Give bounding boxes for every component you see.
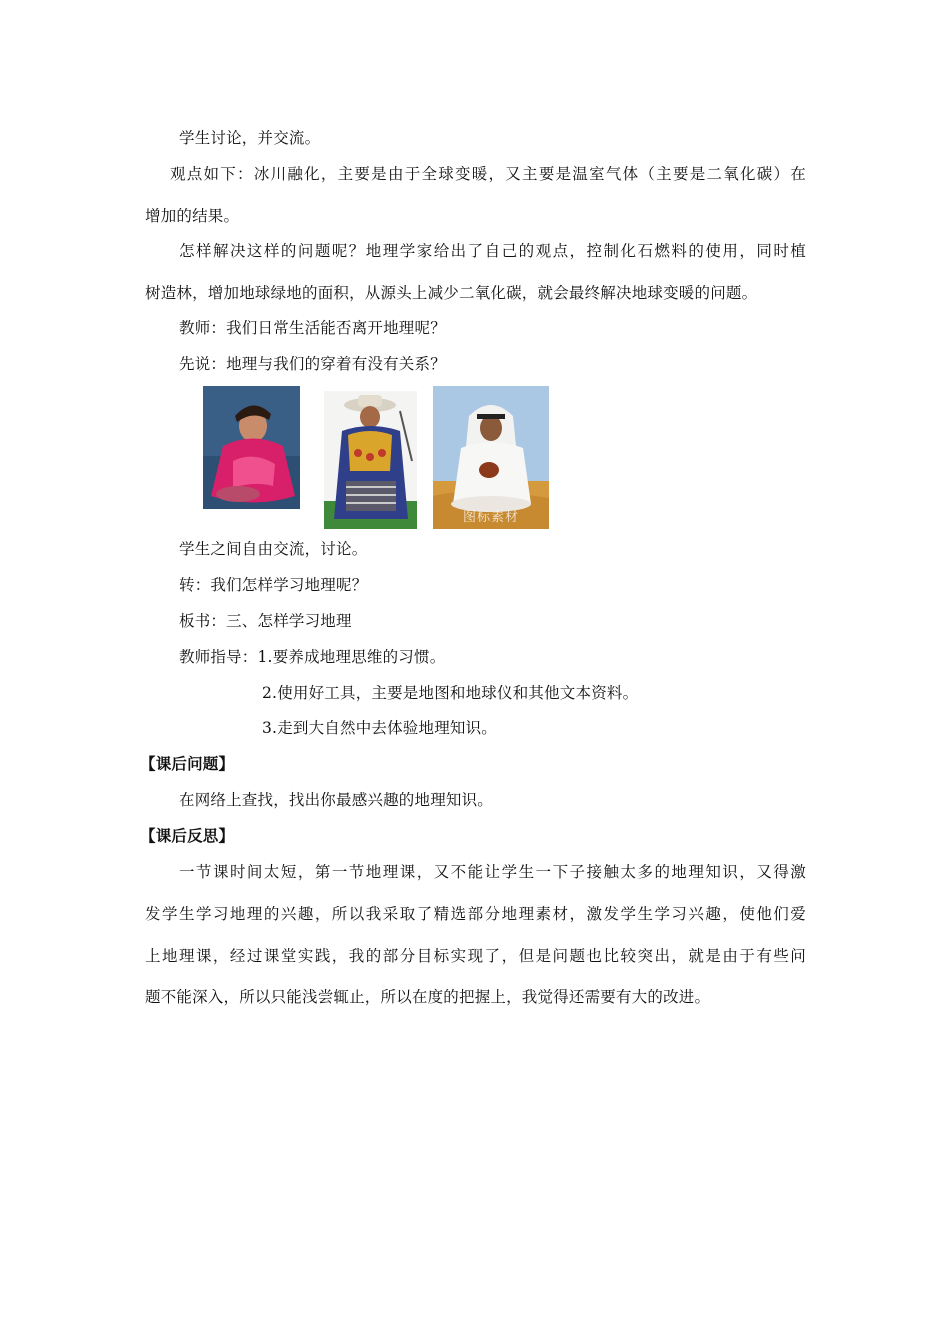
arab-man-desert-photo xyxy=(433,386,549,529)
reflection-line-2: 发学生学习地理的兴趣，所以我采取了精选部分地理素材，激发学生学习兴趣，使他们爱 xyxy=(145,905,806,923)
heading-after-class: 【课后问题】 xyxy=(140,754,235,773)
paragraph-clothing-question: 先说：地理与我们的穿着有没有关系？ xyxy=(179,355,446,373)
reflection-line-4: 题不能深入，所以只能浅尝辄止，所以在度的把握上，我觉得还需要有大的改进。 xyxy=(145,988,711,1006)
guide-item-3: 3.走到大自然中去体验地理知识。 xyxy=(262,719,497,737)
paragraph-after-class: 在网络上查找，找出你最感兴趣的地理知识。 xyxy=(179,791,494,809)
paragraph-teacher-question: 教师：我们日常生活能否离开地理呢？ xyxy=(179,319,446,337)
paragraph-viewpoint-line1: 观点如下：冰川融化，主要是由于全球变暖，又主要是温室气体（主要是二氧化碳）在 xyxy=(170,165,806,183)
tibetan-man-costume-photo xyxy=(324,391,417,529)
guide-item-2: 2.使用好工具，主要是地图和地球仪和其他文本资料。 xyxy=(262,684,639,702)
paragraph-board-writing: 板书：三、怎样学习地理 xyxy=(179,612,352,630)
reflection-line-3: 上地理课，经过课堂实践，我的部分目标实现了，但是问题也比较突出，就是由于有些问 xyxy=(145,947,806,965)
paragraph-viewpoint-line2: 增加的结果。 xyxy=(145,207,240,225)
paragraph-transition: 转：我们怎样学习地理呢？ xyxy=(179,576,368,594)
paragraph-solution-line2: 树造林，增加地球绿地的面积，从源头上减少二氧化碳，就会最终解决地球变暖的问题。 xyxy=(145,284,758,302)
reflection-line-1: 一节课时间太短，第一节地理课，又不能让学生一下子接触太多的地理知识，又得激 xyxy=(179,863,806,881)
heading-reflection: 【课后反思】 xyxy=(140,826,235,845)
paragraph-free-exchange: 学生之间自由交流，讨论。 xyxy=(179,540,368,558)
guide-item-1: 教师指导：1.要养成地理思维的习惯。 xyxy=(179,648,446,666)
photo-watermark: 图标素材 xyxy=(463,510,520,525)
woman-red-dress-photo xyxy=(203,386,300,509)
paragraph-solution-line1: 怎样解决这样的问题呢？地理学家给出了自己的观点，控制化石燃料的使用，同时植 xyxy=(179,242,806,260)
paragraph-discussion: 学生讨论，并交流。 xyxy=(179,129,321,147)
